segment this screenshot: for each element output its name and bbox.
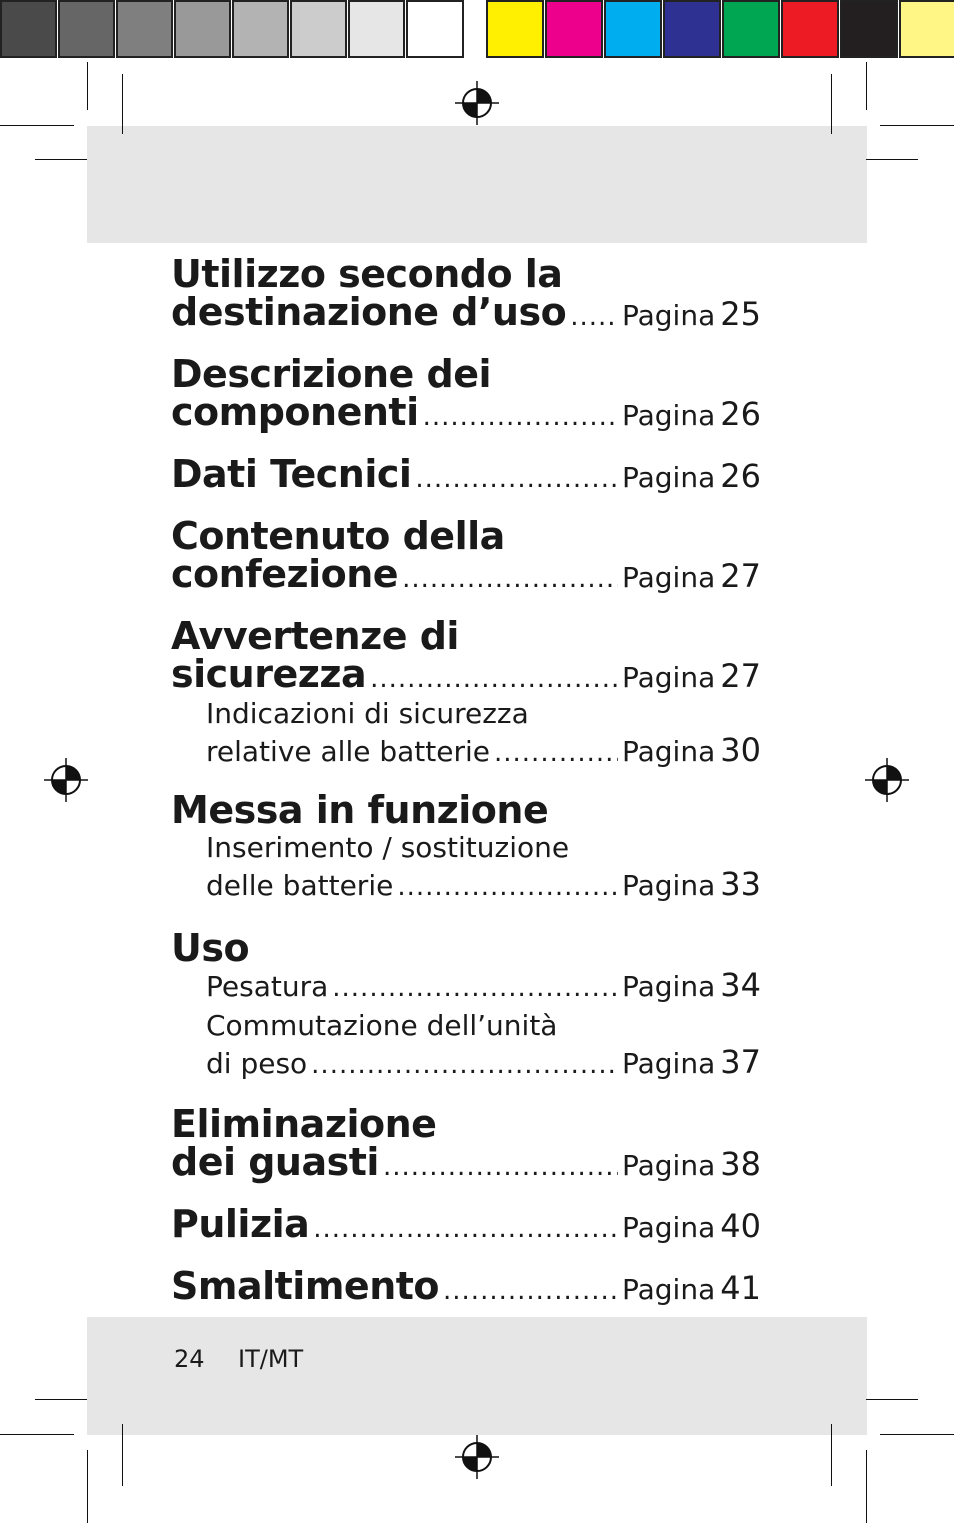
subentry-line-1: Commutazione dell’unità xyxy=(206,1009,558,1042)
gray-swatch xyxy=(174,0,231,58)
page-label: Pagina xyxy=(622,1047,716,1080)
toc-heading-line-2: destinazione d’uso xyxy=(171,290,567,334)
crop-mark xyxy=(87,62,88,110)
gray-swatch xyxy=(348,0,405,58)
page-label: Pagina xyxy=(622,561,716,594)
page-label: Pagina xyxy=(622,1273,716,1306)
crop-mark xyxy=(866,1399,918,1400)
crop-mark xyxy=(35,159,87,160)
page-label: Pagina xyxy=(622,399,716,432)
toc-entry[interactable] xyxy=(171,788,761,929)
crop-mark xyxy=(866,159,918,160)
toc-entry[interactable] xyxy=(171,926,761,1105)
crop-mark xyxy=(866,1450,867,1523)
subentry-line-2: relative alle batterie xyxy=(206,735,490,768)
footer-page-number: 24 xyxy=(174,1345,205,1373)
toc-heading: Dati Tecnici xyxy=(171,452,412,496)
gray-swatch xyxy=(406,0,464,58)
crop-mark xyxy=(35,1399,87,1400)
toc-entry[interactable] xyxy=(171,614,761,791)
footer-band xyxy=(87,1317,867,1435)
page-label: Pagina xyxy=(622,1211,716,1244)
toc-heading-line-2: componenti xyxy=(171,390,419,434)
page-label: Pagina xyxy=(622,970,716,1003)
color-swatch xyxy=(663,0,721,58)
page-label: Pagina xyxy=(622,735,716,768)
crop-mark xyxy=(0,1434,74,1435)
toc-entry[interactable] xyxy=(171,514,761,617)
toc-entry[interactable] xyxy=(171,1264,761,1329)
page-number: 27 xyxy=(720,557,761,595)
table-of-contents xyxy=(171,252,761,1329)
page-number: 26 xyxy=(720,457,761,495)
toc-entry[interactable] xyxy=(171,352,761,455)
color-swatch xyxy=(899,0,954,58)
crop-mark xyxy=(0,125,74,126)
toc-entry[interactable] xyxy=(171,252,761,355)
page-label: Pagina xyxy=(622,869,716,902)
leader-dots xyxy=(402,564,618,594)
crop-mark xyxy=(122,74,123,134)
subentry-line-2: delle batterie xyxy=(206,869,394,902)
page-number: 41 xyxy=(720,1269,761,1307)
gray-swatch xyxy=(232,0,289,58)
footer-language-code: IT/MT xyxy=(238,1345,304,1373)
subentry-line: Pesatura xyxy=(206,970,329,1003)
registration-mark-icon xyxy=(455,1435,499,1479)
toc-entry[interactable] xyxy=(171,1102,761,1205)
toc-subentry[interactable] xyxy=(171,967,761,1007)
leader-dots xyxy=(443,1276,618,1306)
page-number: 27 xyxy=(720,657,761,695)
toc-heading: Messa in funzione xyxy=(171,788,549,832)
subentry-line-2: di peso xyxy=(206,1047,308,1080)
leader-dots xyxy=(332,970,618,1007)
toc-heading-line-1: Avvertenze di xyxy=(171,614,459,658)
registration-mark-icon xyxy=(44,758,88,802)
leader-dots xyxy=(570,302,618,332)
page-label: Pagina xyxy=(622,299,716,332)
page-number: 40 xyxy=(720,1207,761,1245)
toc-subentry[interactable] xyxy=(171,1007,761,1084)
header-band xyxy=(87,126,867,243)
gray-swatch xyxy=(290,0,347,58)
toc-heading-line-2: sicurezza xyxy=(171,652,367,696)
toc-heading-line-2: dei guasti xyxy=(171,1140,379,1184)
page-number: 30 xyxy=(720,731,761,769)
crop-mark xyxy=(831,74,832,134)
leader-dots xyxy=(311,1047,618,1084)
leader-dots xyxy=(313,1214,618,1244)
page-number: 38 xyxy=(720,1145,761,1183)
color-swatch xyxy=(486,0,544,58)
toc-subentry[interactable] xyxy=(171,695,761,772)
toc-heading-line-1: Eliminazione xyxy=(171,1102,437,1146)
page-label: Pagina xyxy=(622,461,716,494)
crop-mark xyxy=(866,62,867,110)
page-label: Pagina xyxy=(622,661,716,694)
gray-swatch xyxy=(58,0,115,58)
color-swatch xyxy=(781,0,839,58)
crop-mark xyxy=(880,1434,954,1435)
toc-heading: Uso xyxy=(171,926,250,970)
registration-mark-icon xyxy=(865,758,909,802)
page-number: 25 xyxy=(720,295,761,333)
color-swatch xyxy=(840,0,898,58)
leader-dots xyxy=(383,1152,618,1182)
page-number: 34 xyxy=(720,966,761,1004)
crop-mark xyxy=(880,125,954,126)
toc-subentry[interactable] xyxy=(171,829,761,906)
toc-entry[interactable] xyxy=(171,452,761,517)
color-swatch xyxy=(722,0,780,58)
page-number: 33 xyxy=(720,865,761,903)
registration-mark-icon xyxy=(455,81,499,125)
toc-heading-line-2: confezione xyxy=(171,552,399,596)
crop-mark xyxy=(87,1450,88,1523)
toc-heading: Smaltimento xyxy=(171,1264,440,1308)
toc-entry[interactable] xyxy=(171,1202,761,1267)
leader-dots xyxy=(423,402,618,432)
toc-heading-line-1: Contenuto della xyxy=(171,514,505,558)
leader-dots xyxy=(397,869,618,906)
subentry-line-1: Inserimento / sostituzione xyxy=(206,831,570,864)
grayscale-color-bar xyxy=(0,0,465,62)
page-number: 37 xyxy=(720,1043,761,1081)
crop-mark xyxy=(831,1424,832,1486)
leader-dots xyxy=(415,464,618,494)
color-swatch xyxy=(604,0,662,58)
gray-swatch xyxy=(0,0,57,58)
gray-swatch xyxy=(116,0,173,58)
color-swatch xyxy=(545,0,603,58)
leader-dots xyxy=(494,735,618,772)
page-label: Pagina xyxy=(622,1149,716,1182)
subentry-line-1: Indicazioni di sicurezza xyxy=(206,697,529,730)
crop-mark xyxy=(122,1424,123,1486)
toc-heading: Pulizia xyxy=(171,1202,310,1246)
leader-dots xyxy=(370,664,618,694)
toc-heading-line-1: Utilizzo secondo la xyxy=(171,252,563,296)
process-color-bar xyxy=(486,0,954,62)
page-number: 26 xyxy=(720,395,761,433)
toc-heading-line-1: Descrizione dei xyxy=(171,352,492,396)
